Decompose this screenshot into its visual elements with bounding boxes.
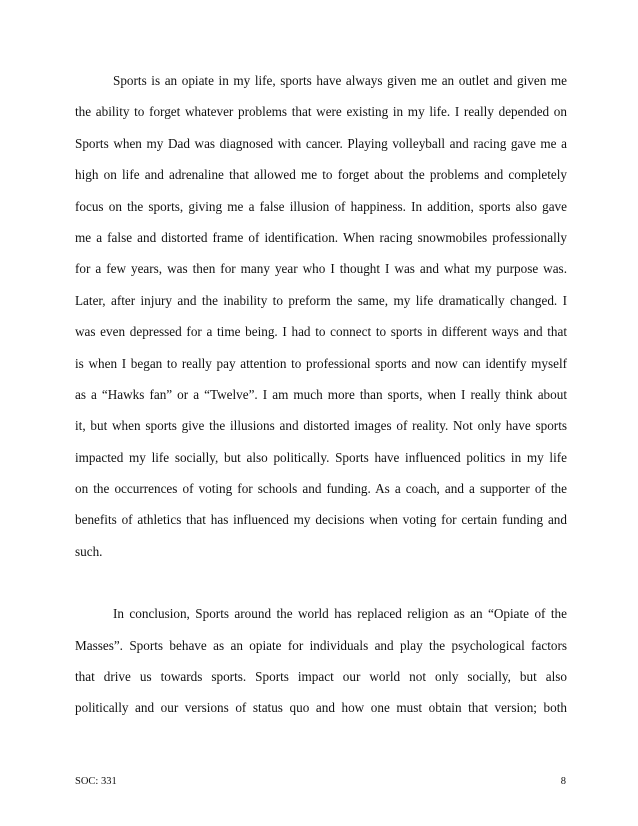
paragraph-2	[75, 598, 567, 724]
text-line: impacted my life socially, but also politically. Sports have influenced politics in my life	[75, 449, 567, 465]
course-label: SOC: 331	[75, 776, 117, 787]
text-line: Later, after injury and the inability to preform the same, my life dramatically changed. I	[75, 292, 567, 308]
text-line: focus on the sports, giving me a false illusion of happiness. In addition, sports also gave	[75, 198, 567, 214]
paragraph-1	[75, 65, 567, 567]
text-line: In conclusion, Sports around the world has replaced religion as an “Opiate of the	[113, 606, 567, 622]
text-line: benefits of athletics that has influenced my decisions when voting for certain funding and	[75, 512, 567, 528]
text-line: Masses”. Sports behave as an opiate for individuals and play the psychological factors	[75, 637, 567, 653]
text-line: was even depressed for a time being. I had to connect to sports in different ways and that	[75, 324, 567, 340]
text-line: such.	[75, 543, 103, 559]
text-line: that drive us towards sports. Sports impact our world not only socially, but also	[75, 669, 567, 685]
page-footer	[75, 776, 566, 787]
text-line: Sports is an opiate in my life, sports have always given me an outlet and given me	[113, 73, 567, 88]
text-line: high on life and adrenaline that allowed me to forget about the problems and completely	[75, 167, 567, 183]
page-number: 8	[560, 776, 566, 787]
text-line: me a false and distorted frame of identification. When racing snowmobiles professionally	[75, 229, 567, 245]
text-line: Sports when my Dad was diagnosed with cancer. Playing volleyball and racing gave me a	[75, 135, 567, 151]
text-line: on the occurrences of voting for schools and funding. As a coach, and a supporter of the	[75, 481, 567, 497]
text-line: it, but when sports give the illusions and distorted images of reality. Not only have sports	[75, 418, 567, 434]
paragraph-gap	[75, 567, 567, 598]
text-line: as a “Hawks fan” or a “Twelve”. I am much more than sports, when I really think about	[75, 386, 567, 402]
text-line: the ability to forget whatever problems that were existing in my life. I really depended on	[75, 104, 567, 120]
document-body	[75, 65, 567, 724]
text-line: for a few years, was then for many year who I thought I was and what my purpose was.	[75, 261, 567, 277]
text-line: is when I began to really pay attention to professional sports and now can identify myself	[75, 355, 567, 371]
text-line: politically and our versions of status quo and how one must obtain that version; both	[75, 700, 567, 716]
